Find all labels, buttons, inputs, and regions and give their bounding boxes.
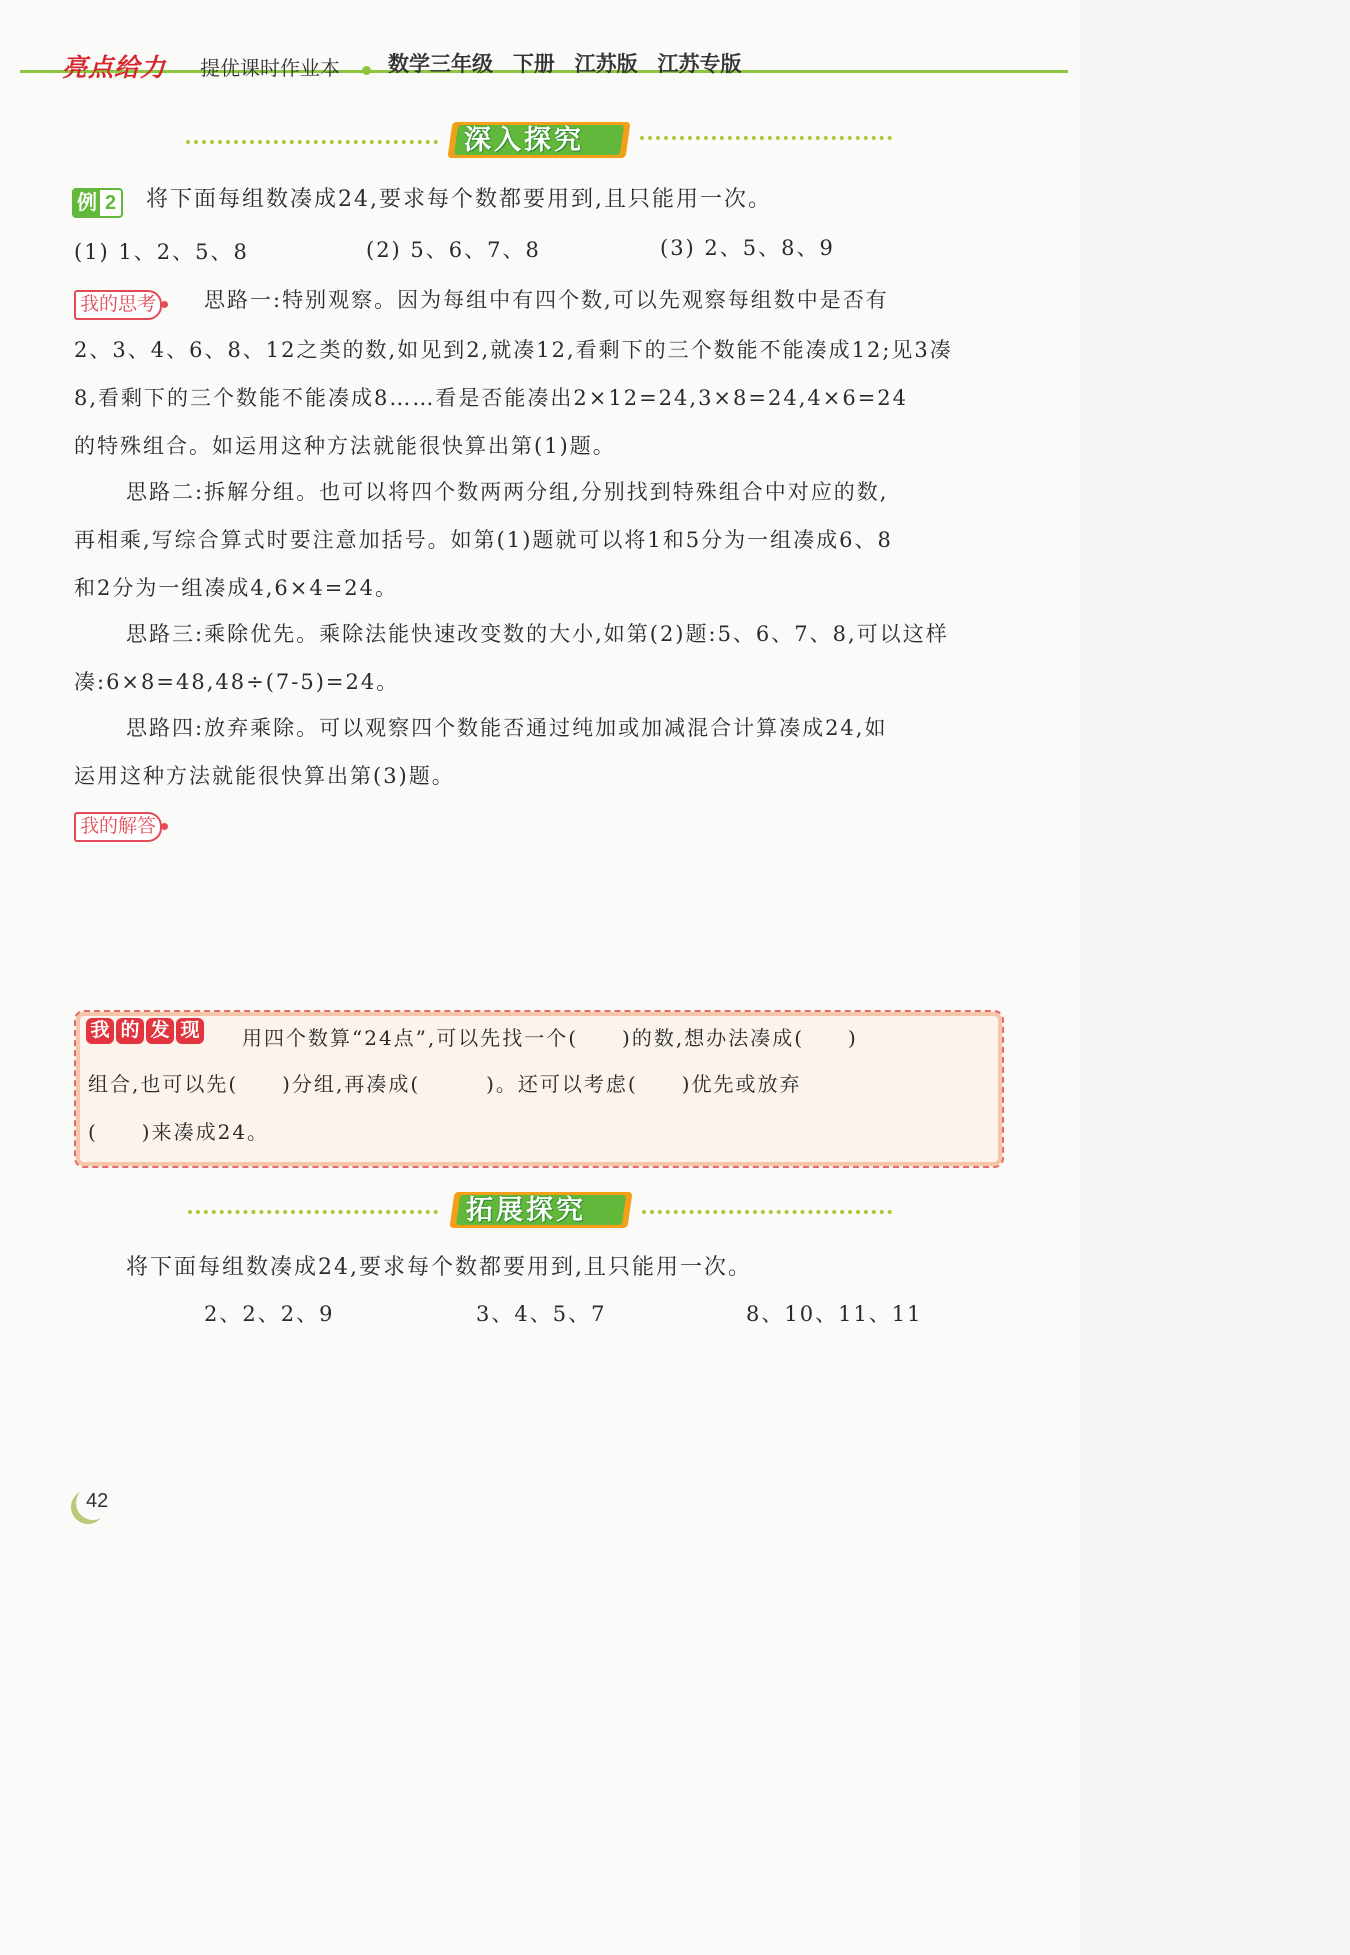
header-dot-icon [362,66,371,75]
section-divider-left [186,140,438,144]
thinking-line-9: 凑:6×8=48,48÷(7-5)=24。 [74,670,400,694]
thinking-line-11: 运用这种方法就能很快算出第(3)题。 [74,764,455,788]
example-prompt: 将下面每组数凑成24,要求每个数都要用到,且只能用一次。 [146,187,772,212]
thinking-line-3: 8,看剩下的三个数能不能凑成8……看是否能凑出2×12=24,3×8=24,4×6=24 [74,386,909,410]
thinking-line-10: 思路四:放弃乘除。可以观察四个数能否通过纯加或加减混合计算凑成24,如 [126,716,888,740]
thinking-line-6: 再相乘,写综合算式时要注意加括号。如第(1)题就可以将1和5分为一组凑成6、8 [74,528,893,552]
extension-prompt: 将下面每组数凑成24,要求每个数都要用到,且只能用一次。 [126,1255,752,1280]
page-number: 42 [86,1490,109,1512]
section-title-deep: 深入探究 [447,122,630,158]
extension-group-1: 2、2、2、9 [204,1302,335,1326]
section-divider-left-2 [188,1210,438,1214]
brand-logo: 亮点给力 [62,54,167,82]
book-info: 数学三年级 下册 江苏版 江苏专版 [388,53,742,76]
thinking-line-7: 和2分为一组凑成4,6×4=24。 [74,576,399,600]
section-divider-right-2 [642,1210,892,1214]
answer-area[interactable] [74,850,1000,990]
thinking-line-2: 2、3、4、6、8、12之类的数,如见到2,就凑12,看剩下的三个数能不能凑成12;见3凑 [74,338,953,362]
example-label: 例 2 [72,188,123,218]
thinking-line-4: 的特殊组合。如运用这种方法就能很快算出第(1)题。 [74,434,616,458]
thinking-line-5: 思路二:拆解分组。也可以将四个数两两分组,分别找到特殊组合中对应的数, [126,480,889,504]
my-discovery-tag: 我 的 发 现 [86,1018,204,1044]
discovery-line-1: 用四个数算“24点”,可以先找一个( )的数,想办法凑成( ) [242,1026,858,1050]
brand-subtitle: 提优课时作业本 [200,58,340,80]
section-divider-right [640,136,892,140]
my-answer-tag: 我的解答 [74,812,162,842]
extension-group-3: 8、10、11、11 [746,1302,923,1326]
my-thinking-tag: 我的思考 [74,290,162,320]
discovery-line-2: 组合,也可以先( )分组,再凑成( )。还可以考虑( )优先或放弃 [88,1072,802,1096]
extension-group-2: 3、4、5、7 [476,1302,607,1326]
thinking-line-1: 思路一:特别观察。因为每组中有四个数,可以先观察每组数中是否有 [204,288,889,312]
example-group-3: (3) 2、5、8、9 [660,236,835,260]
discovery-line-3: ( )来凑成24。 [88,1120,270,1144]
thinking-line-8: 思路三:乘除优先。乘除法能快速改变数的大小,如第(2)题:5、6、7、8,可以这样 [126,622,949,646]
section-title-extend: 拓展探究 [449,1192,632,1228]
example-group-1: (1) 1、2、5、8 [74,240,249,264]
example-group-2: (2) 5、6、7、8 [366,238,541,262]
